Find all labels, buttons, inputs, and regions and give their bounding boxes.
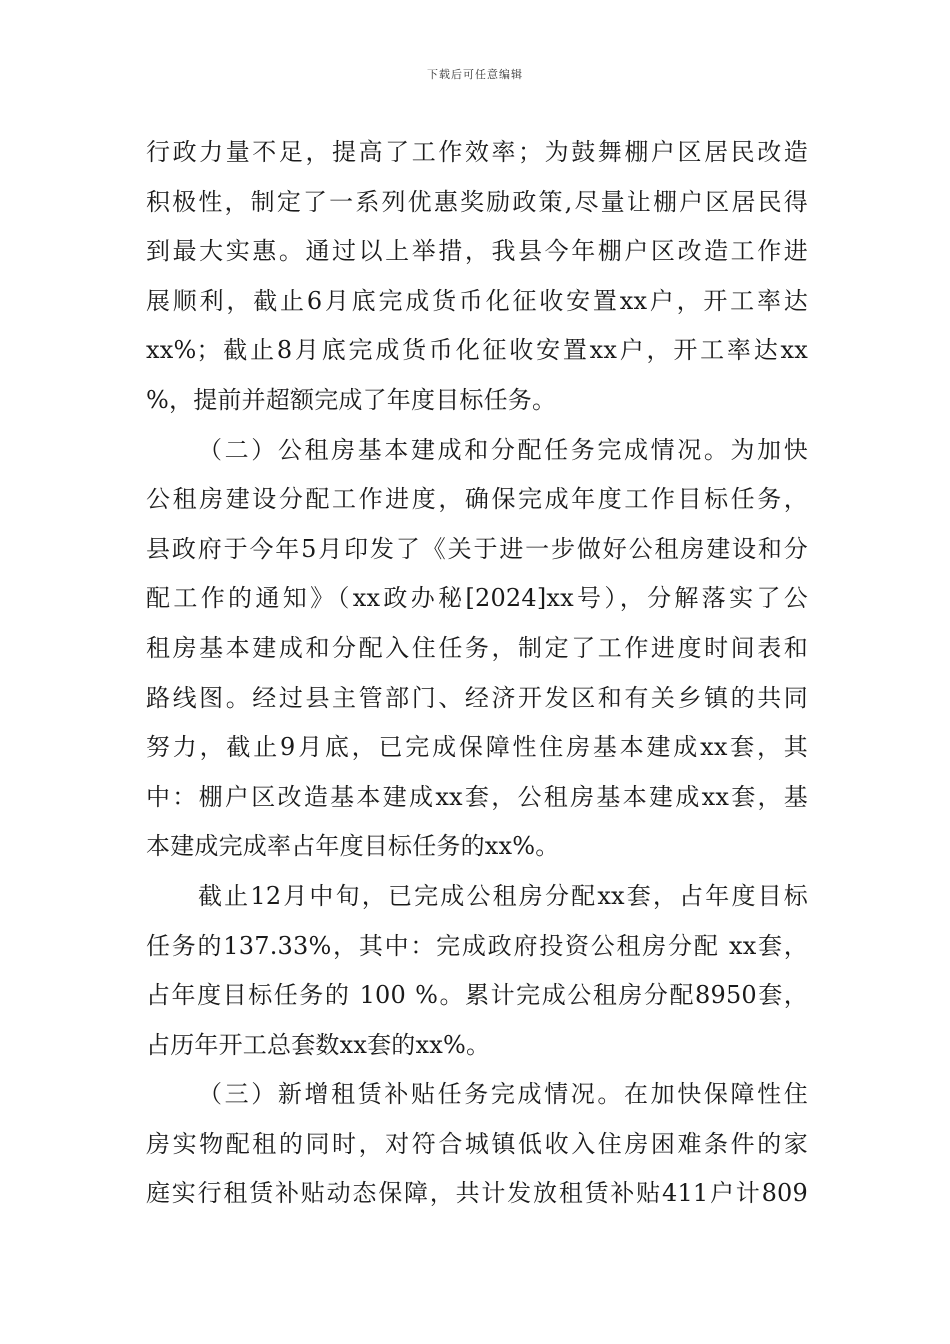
- text-line: 配工作的通知》（xx政办秘[2024]xx号），分解落实了公: [146, 584, 808, 613]
- text-line: 公租房建设分配工作进度，确保完成年度工作目标任务，: [146, 485, 808, 514]
- document-body: [146, 128, 808, 1219]
- text-line: 到最大实惠。通过以上举措，我县今年棚户区改造工作进: [146, 237, 808, 266]
- text-line: （二）公租房基本建成和分配任务完成情况。为加快: [198, 435, 808, 464]
- text-line: xx%；截止8月底完成货币化征收安置xx户，开工率达xx: [146, 336, 808, 365]
- text-line: %，提前并超额完成了年度目标任务。: [146, 385, 557, 414]
- text-line: 努力，截止9月底，已完成保障性住房基本建成xx套，其: [146, 733, 808, 762]
- text-line: 积极性，制定了一系列优惠奖励政策,尽量让棚户区居民得: [146, 187, 808, 216]
- paragraph: [146, 128, 808, 426]
- text-line: 占历年开工总套数xx套的xx%。: [146, 1030, 491, 1059]
- paragraph: [146, 1070, 808, 1219]
- text-line: 租房基本建成和分配入住任务，制定了工作进度时间表和: [146, 633, 808, 662]
- text-line: 路线图。经过县主管部门、经济开发区和有关乡镇的共同: [146, 683, 808, 712]
- page-header: 下载后可任意编辑: [427, 68, 523, 81]
- text-line: 截止12月中旬，已完成公租房分配xx套，占年度目标: [198, 881, 808, 910]
- text-line: 县政府于今年5月印发了《关于进一步做好公租房建设和分: [146, 534, 808, 563]
- text-line: 中：棚户区改造基本建成xx套，公租房基本建成xx套，基: [146, 782, 808, 811]
- paragraph: [146, 872, 808, 1070]
- text-line: 展顺利，截止6月底完成货币化征收安置xx户，开工率达: [146, 286, 808, 315]
- text-line: 占年度目标任务的 100 %。累计完成公租房分配8950套，: [146, 981, 808, 1010]
- paragraph: [146, 426, 808, 872]
- text-line: 房实物配租的同时，对符合城镇低收入住房困难条件的家: [146, 1129, 808, 1158]
- text-line: （三）新增租赁补贴任务完成情况。在加快保障性住: [198, 1080, 808, 1109]
- text-line: 行政力量不足，提高了工作效率；为鼓舞棚户区居民改造: [146, 138, 808, 166]
- text-line: 庭实行租赁补贴动态保障，共计发放租赁补贴411户计809: [146, 1179, 808, 1208]
- text-line: 本建成完成率占年度目标任务的xx%。: [146, 832, 560, 861]
- text-line: 任务的137.33%，其中：完成政府投资公租房分配 xx套，: [146, 931, 808, 960]
